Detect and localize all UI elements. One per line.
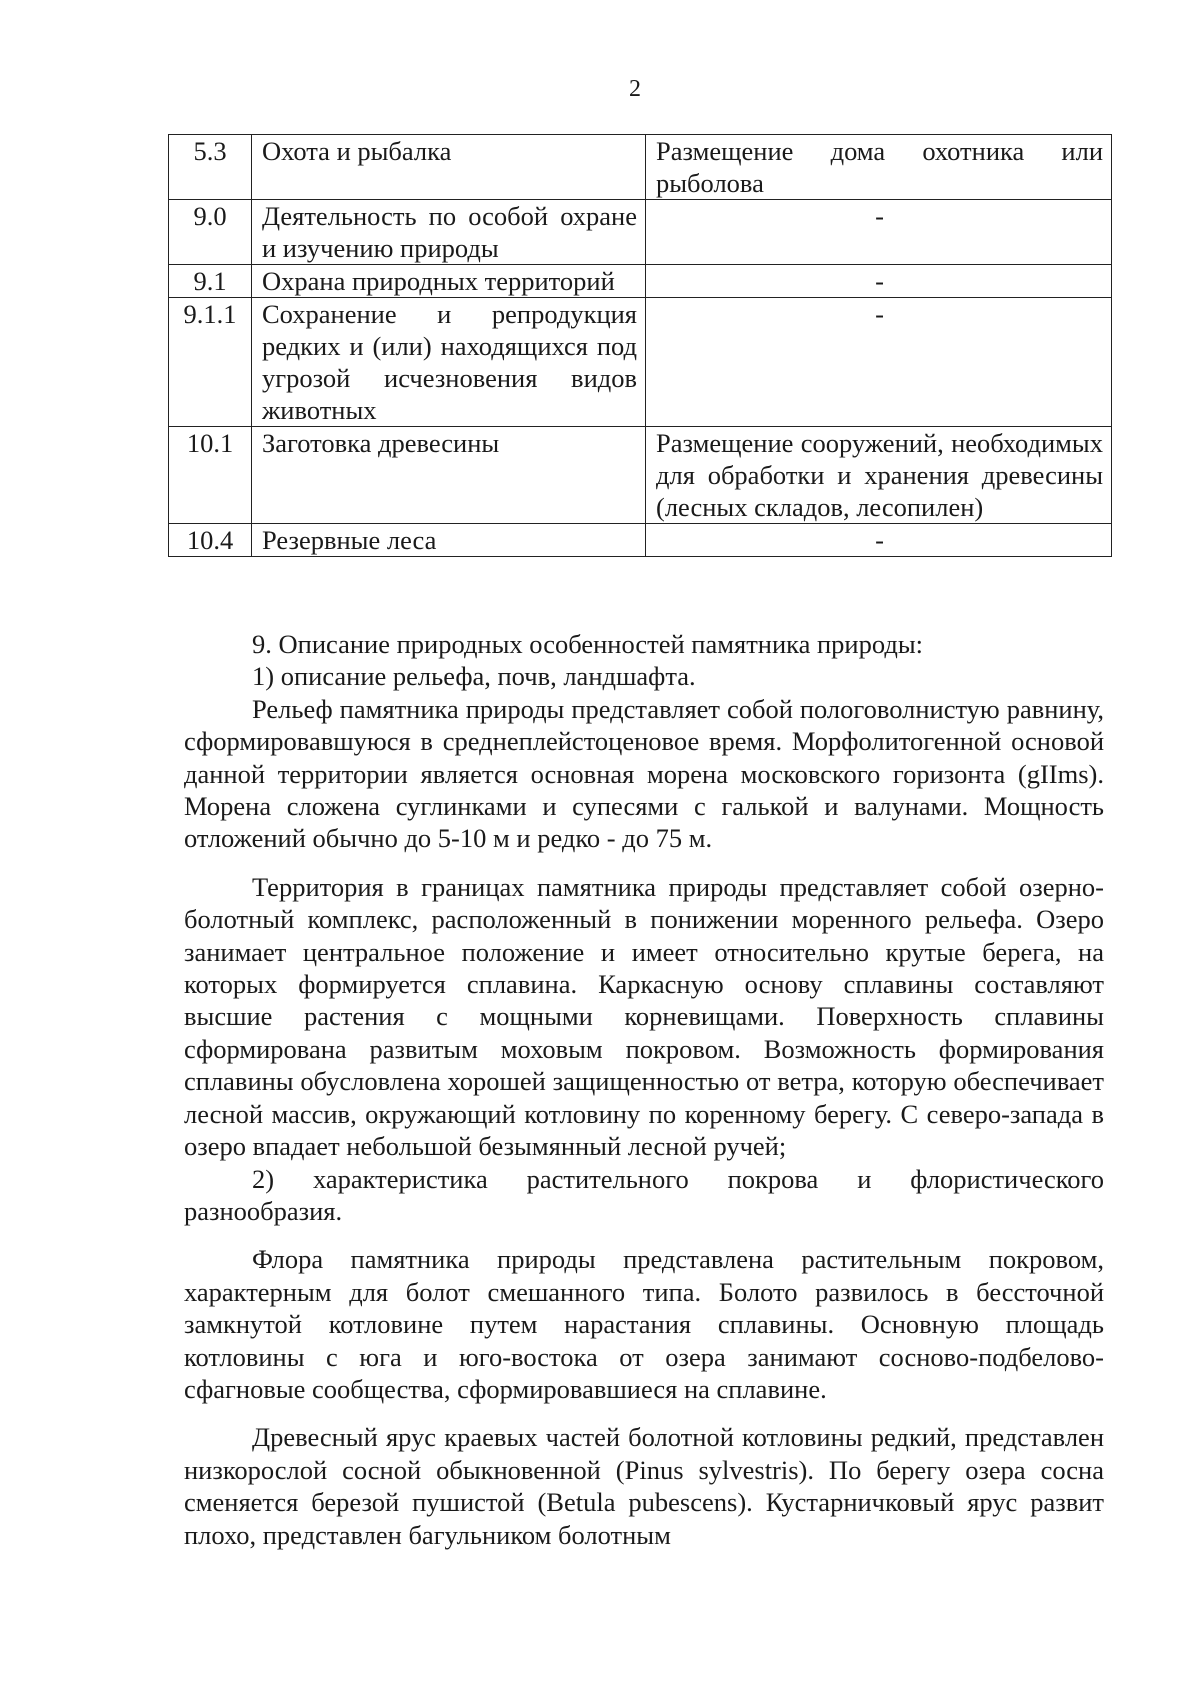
- row-code: 9.0: [169, 200, 252, 265]
- row-description: Размещение сооружений, необходимых для обработки и хранения древесины (лесных складов, лесопилен): [646, 427, 1112, 524]
- row-code: 5.3: [169, 135, 252, 200]
- row-name: Деятельность по особой охране и изучению природы: [252, 200, 646, 265]
- paragraph-tree-layer: Древесный ярус краевых частей болотной котловины редкий, представлен низкорослой сосной обыкновенной (Pinus sylvestris). По берегу озера сосна сменяется березой пушистой (Betula pubescens). Кустарничковый ярус развит плохо, представлен багульником болотным: [184, 1422, 1104, 1550]
- row-description: Размещение дома охотника или рыболова: [646, 135, 1112, 200]
- row-description: -: [646, 524, 1112, 557]
- subheading-vegetation: 2) характеристика растительного покрова и флористического разнообразия.: [184, 1163, 1104, 1226]
- table-row: [169, 298, 1112, 427]
- paragraph-territory: Территория в границах памятника природы представляет собой озерно-болотный комплекс, расположенный в понижении моренного рельефа. Озеро занимает центральное положение и имеет относительно крутые берега, на которых формируется сплавина. Каркасную основу сплавины составляют высшие растения с мощными корневищами. Поверхность сплавины сформирована развитым моховым покровом. Возможность формирования сплавины обусловлена хорошей защищенностью от ветра, которую обеспечивает лесной массив, окружающий котловину по коренному берегу. С северо-запада в озеро впадает небольшой безымянный лесной ручей;: [184, 871, 1104, 1162]
- row-code: 10.1: [169, 427, 252, 524]
- row-code: 10.4: [169, 524, 252, 557]
- row-name: Резервные леса: [252, 524, 646, 557]
- row-code: 9.1.1: [169, 298, 252, 427]
- subheading-relief: 1) описание рельефа, почв, ландшафта.: [252, 661, 696, 692]
- row-description: -: [646, 265, 1112, 298]
- table-row: [169, 265, 1112, 298]
- section-heading: 9. Описание природных особенностей памятника природы:: [252, 629, 924, 659]
- row-name: Заготовка древесины: [252, 427, 646, 524]
- paragraph-flora: Флора памятника природы представлена растительным покровом, характерным для болот смешанного типа. Болото развилось в бессточной замкнутой котловине путем нарастания сплавины. Основную площадь котловины с юга и юго-востока от озера занимают сосново-подбелово-сфагновые сообщества, сформировавшиеся на сплавине.: [184, 1244, 1104, 1404]
- table-row: [169, 524, 1112, 557]
- row-name: Охота и рыбалка: [252, 135, 646, 200]
- row-name: Сохранение и репродукция редких и (или) находящихся под угрозой исчезновения видов животных: [252, 298, 646, 427]
- table-row: [169, 427, 1112, 524]
- land-use-table: [168, 134, 1112, 557]
- document-body: [184, 628, 1104, 1551]
- row-description: -: [646, 200, 1112, 265]
- paragraph-relief: Рельеф памятника природы представляет собой пологоволнистую равнину, сформировавшуюся в среднеплейстоценовое время. Морфолитогенной основой данной территории является основная морена московского горизонта (gIIms). Морена сложена суглинками и супесями с галькой и валунами. Мощность отложений обычно до 5-10 м и редко - до 75 м.: [184, 693, 1104, 854]
- page-number: 2: [629, 76, 641, 102]
- table-row: [169, 200, 1112, 265]
- table-row: [169, 135, 1112, 200]
- row-description: -: [646, 298, 1112, 427]
- row-name: Охрана природных территорий: [252, 265, 646, 298]
- row-code: 9.1: [169, 265, 252, 298]
